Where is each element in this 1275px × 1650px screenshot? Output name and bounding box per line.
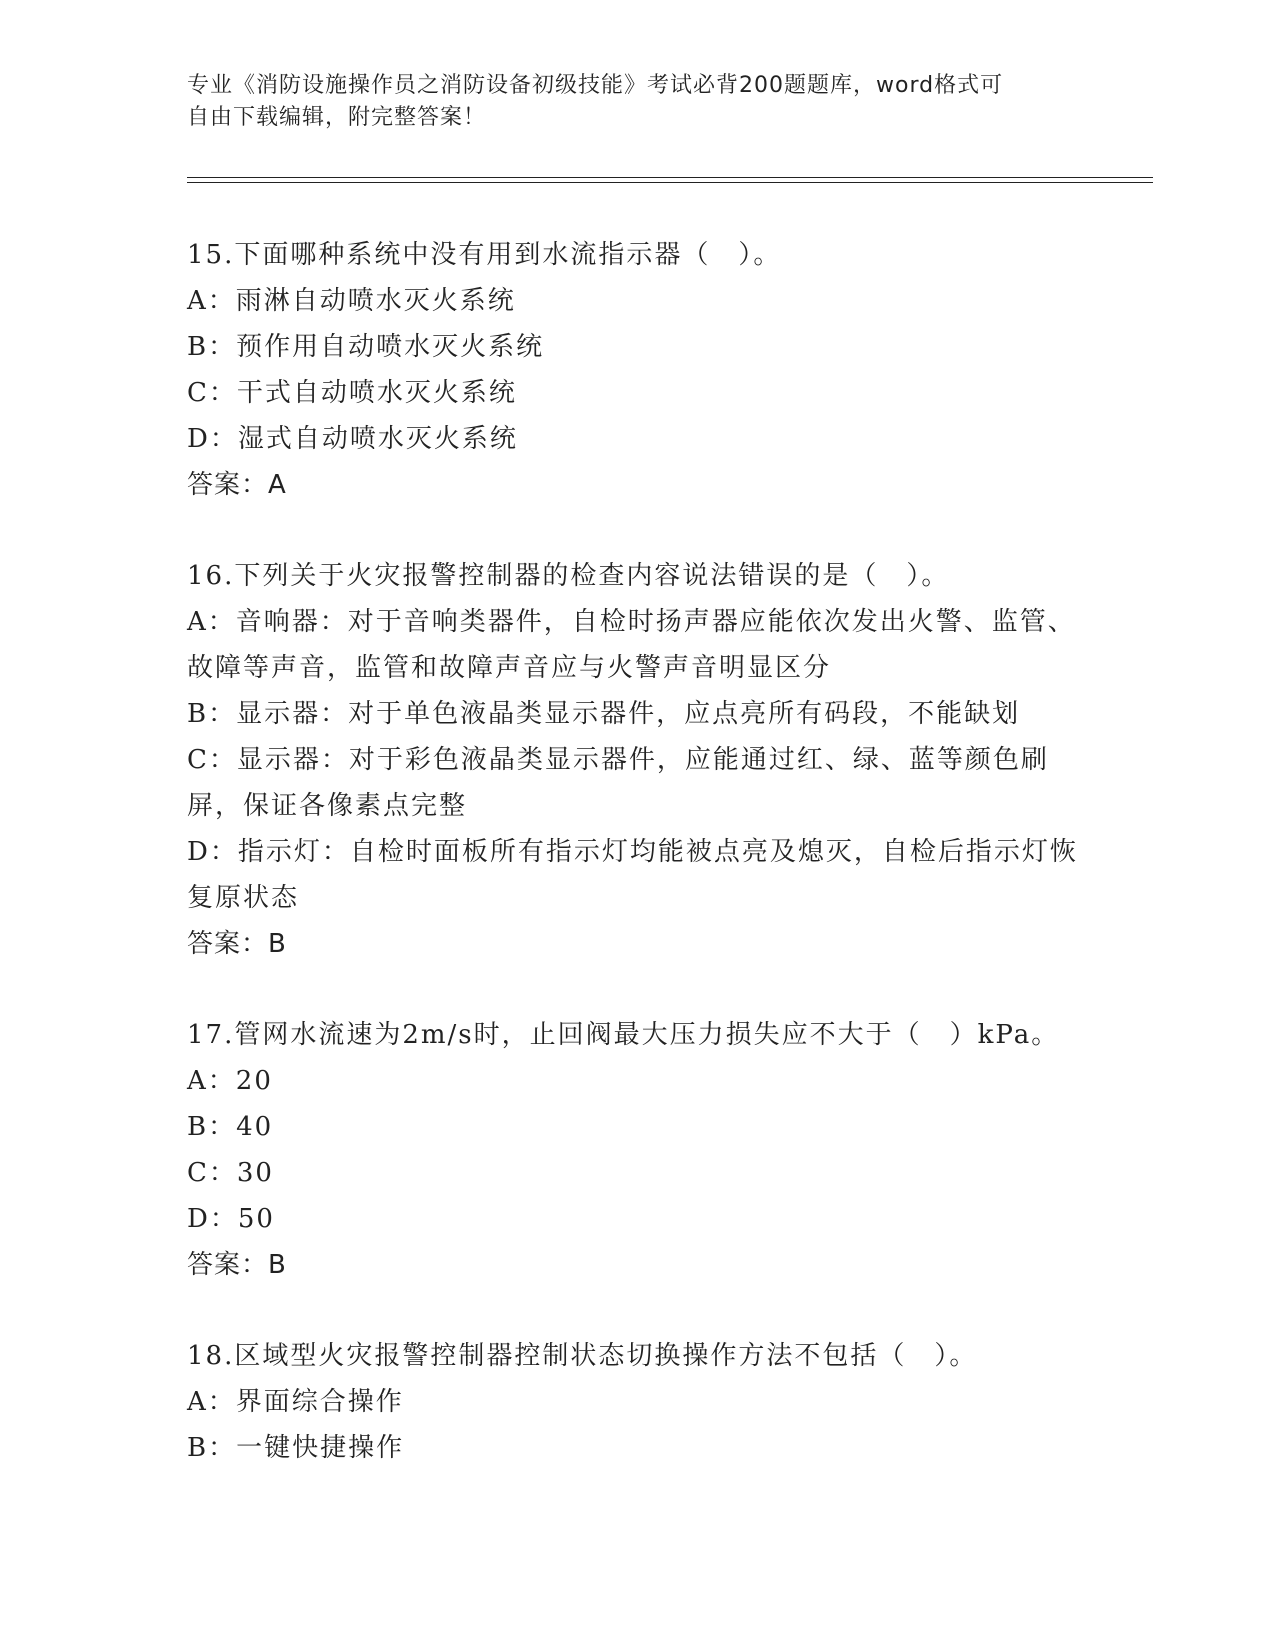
- header-divider-top: [187, 177, 1153, 178]
- option-a: A：界面综合操作: [187, 1387, 404, 1417]
- option-d: D：50: [187, 1204, 275, 1234]
- option-a: A：音响器：对于音响类器件，自检时扬声器应能依次发出火警、监管、故障等声音，监管和故障声音应与火警声音明显区分: [187, 607, 1076, 683]
- question-17: [187, 1012, 1087, 1288]
- question-stem: 16.下列关于火灾报警控制器的检查内容说法错误的是（ ）。: [187, 561, 950, 591]
- answer-label: 答案：B: [187, 1250, 287, 1280]
- option-d: D：湿式自动喷水灭火系统: [187, 424, 518, 454]
- question-stem: 18.区域型火灾报警控制器控制状态切换操作方法不包括（ ）。: [187, 1341, 978, 1371]
- question-stem: 15.下面哪种系统中没有用到水流指示器（ ）。: [187, 240, 782, 270]
- option-b: B：显示器：对于单色液晶类显示器件，应点亮所有码段，不能缺划: [187, 699, 1021, 729]
- option-c: C：显示器：对于彩色液晶类显示器件，应能通过红、绿、蓝等颜色刷屏，保证各像素点完整: [187, 745, 1049, 821]
- header-line-2: 自由下载编辑，附完整答案！: [187, 105, 487, 130]
- question-list: [187, 232, 1087, 1516]
- option-a: A：雨淋自动喷水灭火系统: [187, 286, 516, 316]
- option-b: B：一键快捷操作: [187, 1433, 405, 1463]
- option-d: D：指示灯：自检时面板所有指示灯均能被点亮及熄灭，自检后指示灯恢复原状态: [187, 837, 1078, 913]
- option-c: C：干式自动喷水灭火系统: [187, 378, 517, 408]
- question-18: [187, 1333, 1087, 1471]
- question-16: [187, 553, 1087, 967]
- answer-label: 答案：B: [187, 929, 287, 959]
- document-header: [187, 70, 1067, 134]
- question-stem: 17.管网水流速为2m/s时，止回阀最大压力损失应不大于（ ）kPa。: [187, 1020, 1060, 1050]
- option-c: C：30: [187, 1158, 274, 1188]
- header-divider-bottom: [187, 182, 1153, 183]
- option-b: B：预作用自动喷水灭火系统: [187, 332, 545, 362]
- header-line-1: 专业《消防设施操作员之消防设备初级技能》考试必背200题题库，word格式可: [187, 73, 1004, 98]
- option-a: A：20: [187, 1066, 273, 1096]
- answer-label: 答案：A: [187, 470, 287, 500]
- option-b: B：40: [187, 1112, 274, 1142]
- question-15: [187, 232, 1087, 508]
